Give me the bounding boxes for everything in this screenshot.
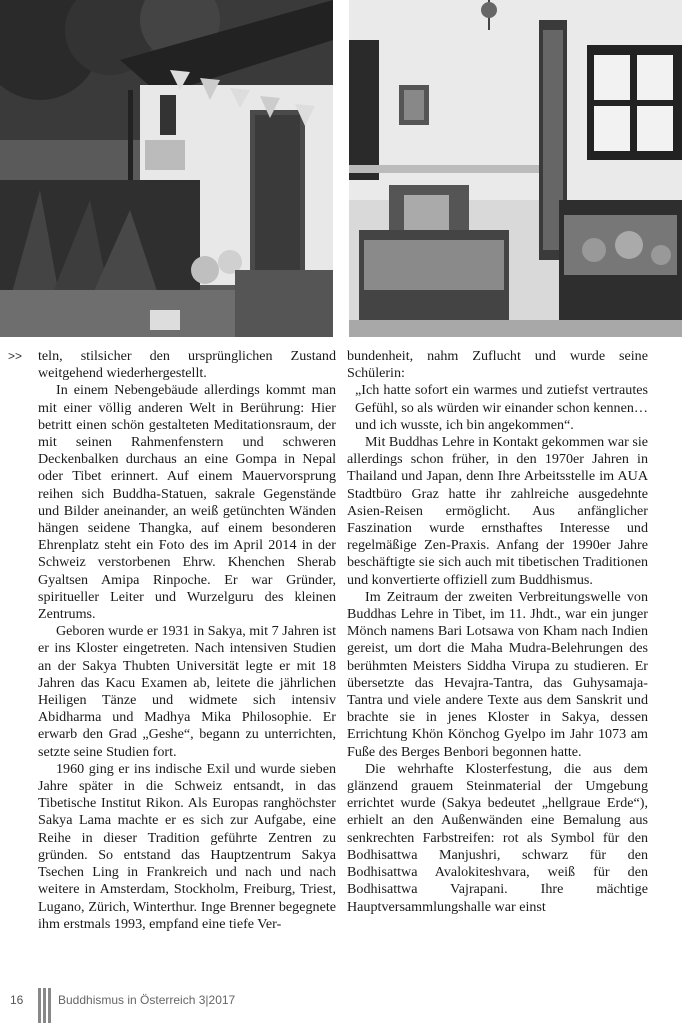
paragraph: 1960 ging er ins indische Exil und wurde sieben Jahre später in die Schweiz entsandt, in das Tibetische Institut Rikon. Als Europas ranghöchster Sakya Lama machte er es sich zur Aufgabe, eine Reihe in dieser Tradition geführte Zentren zu gründen. So entstand das Hauptzentrum Sakya Tsechen Ling in Frankreich und nach und nach weitere in Amsterdam, Stockholm, Freiburg, Triest, Lugano, Zürich, Winterthur. Inge Brenner begegnete ihm erstmals 1993, empfand eine tiefe Ver-	[38, 760, 336, 932]
photo-meditation-room	[349, 0, 682, 337]
photo-house-exterior	[0, 0, 333, 337]
continuation-marker: >>	[8, 349, 23, 363]
paragraph: In einem Nebengebäude allerdings kommt man mit einer völlig anderen Welt in Berührung: Hier betritt einen schön gestalteten Meditationsraum, der mit seinen Rahmenfenstern und schweren Deckenbalken durchaus an eine Gompa in Nepal oder Tibet erinnert. Auf einem Mauervorsprung reihen sich Buddha-Statuen, sakrale Gegenstände und Bilder aneinander, an weiß getünchten Wänden hängen seidene Thangka, auf einem besonderen Ehrenplatz steht ein Foto des im April 2014 in der Schweiz verstorbenen Ehrw. Khenchen Sherab Gyaltsen Amipa Rinpoche. Er war Gründer, spiritueller Leiter und Wurzelguru des kleinen Zentrums.	[38, 382, 336, 623]
quote-paragraph: „Ich hatte sofort ein warmes und zutiefst vertrautes Gefühl, so als würden wir einander schon kennen…und ich wusste, ich bin angekommen“.	[355, 382, 648, 433]
page-footer	[0, 985, 682, 1023]
paragraph: bundenheit, nahm Zuflucht und wurde seine Schülerin:	[347, 348, 648, 382]
left-column	[38, 348, 336, 933]
publication-title: Buddhismus in Österreich 3|2017	[58, 993, 236, 1007]
paragraph: Die wehrhafte Klosterfestung, die aus dem glänzend grauem Steinmaterial der Umgebung errichtet wurde (Sakya bedeutet „hellgraue Erde“), erhielt an den Außenwänden eine Bemalung aus senkrechten Farbstreifen: rot als Symbol für den Bodhisattwa Manjushri, schwarz für den Bodhisattwa Avalokiteshvara, weiß für den Bodhisattwa Vajrapani. Ihre mächtige Hauptversammlungshalle war einst	[347, 760, 648, 915]
paragraph: Geboren wurde er 1931 in Sakya, mit 7 Jahren ist er ins Kloster eingetreten. Nach intensiven Studien an der Sakya Thubten Universität legte er mit 18 Jahren das Kacu Examen ab, leitete die jährlichen Heiligen Tänze und widmete sich intensiv Abidharma und Madhya Mika Philosophie. Er erwarb den Grad „Geshe“, begann zu unterrichten, setzte seine Studien fort.	[38, 623, 336, 760]
paragraph: teln, stilsicher den ursprünglichen Zustand weitgehend wiederhergestellt.	[38, 348, 336, 382]
footer-bars-ornament	[38, 988, 52, 1023]
right-column	[347, 348, 648, 916]
paragraph: Im Zeitraum der zweiten Verbreitungswelle von Buddhas Lehre in Tibet, im 11. Jhdt., war ein junger Mönch namens Bari Lotsawa von Kham nach Indien gereist, um dort die Maha Mudra-Belehrungen des berühmten Meisters Siddha Virupa zu studieren. Er übersetzte das Hevajra-Tantra, das Guhysamaja-Tantra und viele andere Texte aus dem Sanskrit und brachte sie in jenes Kloster in Sakya, dessen Errichtung Khön Könchog Gyelpo im Jahr 1073 am Fuße des Berges Benbori begonnen hatte.	[347, 588, 648, 760]
page-number: 16	[10, 993, 24, 1007]
paragraph: Mit Buddhas Lehre in Kontakt gekommen war sie allerdings schon früher, in den 1970er Jahren in Thailand und Japan, denn Ihre Arbeitsstelle im AUA Stadtbüro Graz hatte ihr zahlreiche ausgedehnte Asien-Reisen ermöglicht. Aus anfänglicher Faszination wurde ernsthaftes Interesse und regelmäßige Zen-Praxis. Anfang der 1990er Jahre beschäftigte sie sich auch mit tibetischen Traditionen und konvertierte offiziell zum Buddhismus.	[347, 434, 648, 588]
